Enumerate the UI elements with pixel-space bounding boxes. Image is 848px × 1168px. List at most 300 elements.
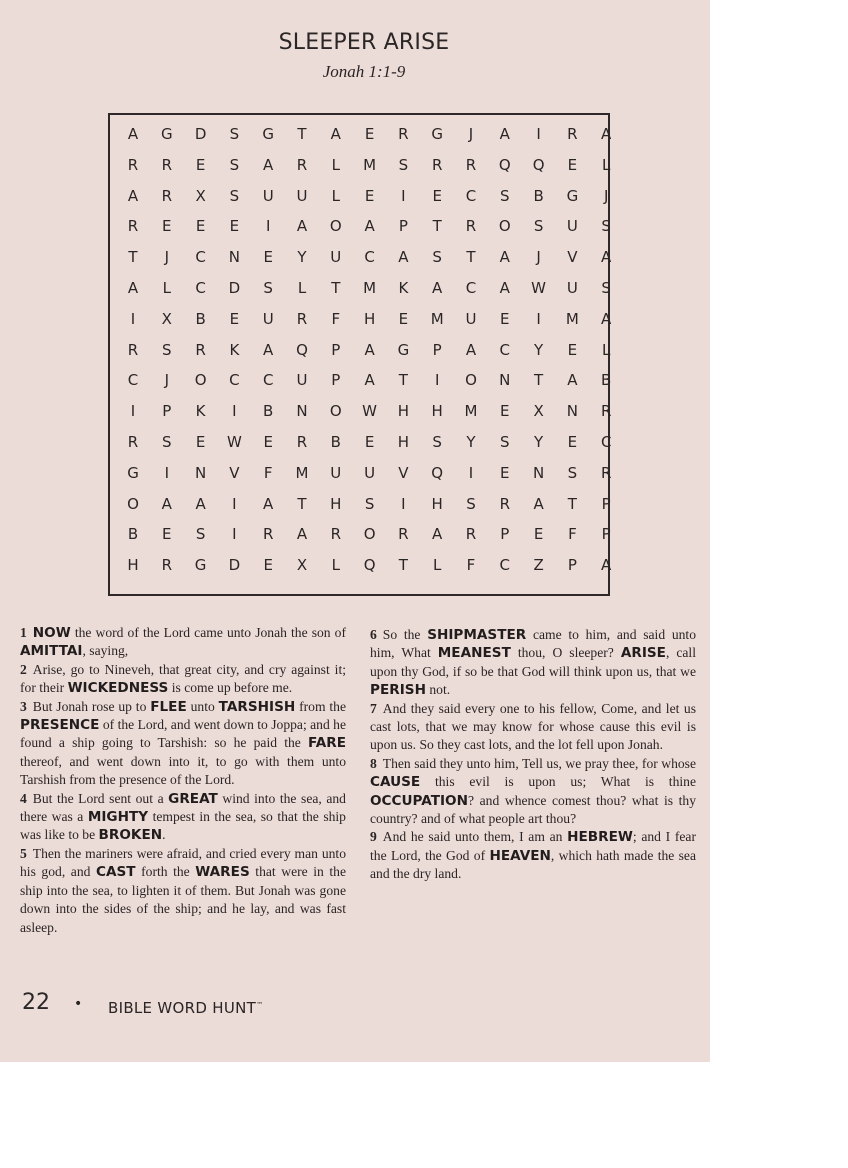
grid-letter[interactable]: C [262, 371, 274, 390]
grid-letter[interactable]: S [500, 433, 510, 451]
grid-letter[interactable]: R [296, 433, 308, 451]
grid-letter[interactable]: L [331, 186, 340, 205]
grid-letter[interactable]: I [536, 309, 541, 328]
grid-letter[interactable]: D [228, 556, 241, 575]
grid-letter[interactable]: A [601, 248, 612, 267]
grid-letter[interactable]: G [262, 125, 274, 143]
grid-letter[interactable]: N [296, 402, 308, 421]
grid-letter[interactable]: I [434, 371, 440, 390]
grid-letter[interactable]: O [329, 217, 342, 236]
grid-letter[interactable]: Q [498, 155, 511, 174]
grid-letter[interactable]: R [567, 125, 578, 143]
grid-letter[interactable]: X [296, 556, 308, 575]
grid-letter[interactable]: E [263, 433, 273, 451]
verse-number: 4 [20, 790, 27, 806]
grid-letter[interactable]: A [364, 340, 375, 359]
grid-letter[interactable]: M [464, 402, 478, 421]
grid-letter[interactable]: A [364, 217, 375, 236]
keyword: MIGHTY [87, 809, 149, 826]
grid-letter[interactable]: R [465, 217, 477, 236]
grid-letter[interactable]: A [398, 248, 409, 267]
grid-letter[interactable]: N [566, 402, 578, 421]
grid-letter[interactable]: P [567, 556, 577, 575]
keyword: BROKEN [98, 827, 163, 844]
grid-letter[interactable]: P [601, 525, 611, 544]
grid-letter[interactable]: Q [296, 340, 308, 359]
grid-letter[interactable]: U [566, 217, 578, 236]
grid-letter[interactable]: E [162, 525, 172, 544]
grid-letter[interactable]: C [229, 371, 240, 390]
grid-letter[interactable]: P [398, 217, 408, 236]
grid-letter[interactable]: L [602, 340, 611, 359]
grid-letter[interactable]: R [127, 155, 139, 174]
verse-text: that were in the ship into the sea, to lighten it of them. But Jonah was gone down into the sides of the ship; and he lay, and was fast asleep. [20, 864, 346, 935]
grid-letter[interactable]: H [363, 309, 376, 328]
grid-letter[interactable]: F [263, 463, 273, 482]
grid-letter[interactable]: E [432, 186, 442, 205]
grid-letter[interactable]: I [130, 309, 136, 328]
verse-text: So the [382, 627, 428, 642]
grid-letter[interactable]: Y [466, 433, 476, 451]
grid-letter[interactable]: E [364, 433, 375, 451]
verse-text: , saying, [82, 643, 129, 659]
grid-letter[interactable]: F [568, 525, 577, 544]
keyword: CAUSE [370, 774, 421, 791]
book-title [108, 999, 263, 1017]
keyword: WARES [195, 864, 250, 881]
grid-letter[interactable]: M [363, 155, 377, 174]
grid-letter[interactable]: H [397, 433, 410, 451]
grid-letter[interactable]: A [499, 125, 510, 143]
grid-letter[interactable]: O [465, 371, 477, 390]
grid-letter[interactable]: S [162, 433, 172, 451]
grid-letter[interactable]: Q [363, 556, 376, 575]
keyword: PRESENCE [20, 717, 100, 734]
page-title: SLEEPER ARISE [278, 30, 450, 55]
grid-letter[interactable]: I [401, 494, 406, 513]
verse-text: this evil is upon us; What is thine [420, 774, 696, 790]
grid-letter[interactable]: M [363, 279, 377, 297]
grid-letter[interactable]: I [232, 402, 237, 421]
grid-letter[interactable]: R [431, 155, 443, 174]
grid-letter[interactable]: R [465, 155, 477, 174]
grid-letter[interactable]: G [127, 463, 139, 482]
grid-letter[interactable]: C [499, 556, 511, 575]
grid-letter[interactable]: K [398, 279, 409, 297]
grid-letter[interactable]: A [263, 494, 274, 513]
keyword: MEANEST [437, 645, 511, 662]
grid-letter[interactable]: P [162, 402, 172, 421]
grid-letter[interactable]: Y [297, 248, 307, 267]
grid-letter[interactable]: S [432, 248, 442, 267]
grid-letter[interactable]: R [161, 186, 173, 205]
grid-letter[interactable]: E [364, 125, 375, 143]
grid-letter[interactable]: R [161, 155, 173, 174]
grid-letter[interactable]: I [130, 402, 136, 421]
grid-letter[interactable]: J [603, 186, 609, 205]
grid-letter[interactable]: S [567, 463, 578, 482]
grid-letter[interactable]: H [431, 402, 443, 421]
verse-number: 7 [370, 700, 377, 716]
verse-text: from the [295, 698, 346, 714]
grid-letter[interactable]: E [263, 556, 273, 575]
keyword: CAST [95, 864, 136, 881]
grid-letter[interactable]: N [194, 463, 207, 482]
grid-letter[interactable]: L [602, 155, 611, 174]
grid-letter[interactable]: A [263, 155, 274, 174]
grid-letter[interactable]: X [533, 402, 544, 421]
verse-text: Then the mariners were afraid, and cried every man unto his god, and [20, 845, 346, 880]
keyword: AMITTAI [20, 643, 83, 660]
grid-letter[interactable]: I [232, 525, 237, 544]
grid-letter[interactable]: U [296, 186, 308, 205]
grid-letter[interactable]: P [500, 525, 510, 544]
grid-letter[interactable]: E [398, 309, 409, 328]
grid-letter[interactable]: A [601, 125, 612, 143]
grid-letter[interactable]: Q [532, 155, 545, 174]
grid-letter[interactable]: I [232, 494, 237, 513]
grid-letter[interactable]: I [265, 217, 271, 236]
grid-letter[interactable]: W [531, 279, 547, 297]
grid-letter[interactable]: B [330, 433, 341, 451]
verse-number: 9 [370, 829, 377, 845]
grid-letter[interactable]: S [195, 525, 206, 544]
grid-letter[interactable]: E [195, 155, 206, 174]
grid-letter[interactable]: E [500, 402, 510, 421]
grid-letter[interactable]: H [127, 556, 139, 575]
verse-number: 3 [20, 698, 27, 714]
grid-letter[interactable]: R [330, 525, 342, 544]
grid-letter[interactable]: R [499, 494, 511, 513]
book-title-text: BIBLE WORD HUNT [108, 999, 257, 1017]
grid-letter[interactable]: S [500, 186, 510, 205]
grid-letter[interactable]: Z [533, 556, 544, 575]
verse-text: ; and I fear the Lord, the God of [370, 829, 696, 863]
grid-letter[interactable]: C [465, 279, 477, 297]
grid-letter[interactable]: A [296, 217, 308, 236]
grid-letter[interactable]: U [262, 309, 274, 328]
grid-letter[interactable]: E [567, 155, 578, 174]
grid-letter[interactable]: U [364, 463, 376, 482]
grid-letter[interactable]: G [431, 125, 443, 143]
grid-letter[interactable]: R [161, 556, 173, 575]
keyword: FLEE [150, 698, 187, 715]
grid-letter[interactable]: E [195, 217, 206, 236]
grid-letter[interactable]: X [195, 186, 206, 205]
verses-right-column [370, 626, 696, 884]
verse-text: Arise, go to Nineveh, that great city, and cry against it; for their [20, 661, 346, 696]
verse-text: thereof, and went down into it, to go with them unto Tarshish from the presence of the Lord. [20, 753, 346, 788]
keyword: ARISE [620, 645, 666, 662]
grid-letter[interactable]: C [127, 371, 139, 390]
grid-letter[interactable]: R [600, 463, 612, 482]
grid-letter[interactable]: B [195, 309, 206, 328]
grid-letter[interactable]: Y [534, 433, 544, 451]
verse-number: 5 [20, 845, 27, 861]
verse-text: And he said unto them, I am an [382, 829, 568, 845]
grid-letter[interactable]: V [229, 463, 240, 482]
keyword: TARSHISH [218, 698, 296, 715]
grid-letter[interactable]: A [499, 248, 510, 267]
grid-letter[interactable]: X [161, 309, 172, 328]
verse-number: 1 [20, 625, 27, 640]
grid-letter[interactable]: A [161, 494, 172, 513]
grid-letter[interactable]: H [330, 494, 342, 513]
grid-letter[interactable]: E [162, 217, 172, 236]
grid-letter[interactable]: T [297, 494, 307, 513]
grid-letter[interactable]: N [499, 371, 511, 390]
grid-letter[interactable]: R [195, 340, 206, 359]
grid-letter[interactable]: P [601, 494, 611, 513]
grid-letter[interactable]: C [195, 279, 206, 297]
keyword: NOW [32, 625, 71, 641]
grid-letter[interactable]: Q [431, 463, 444, 482]
verse [20, 698, 346, 790]
grid-letter[interactable]: L [433, 556, 442, 575]
keyword: GREAT [168, 790, 218, 807]
word-search-grid [108, 113, 610, 596]
verse-text: , call upon thy God, if so be that God will think upon us, that we [370, 645, 696, 679]
grid-letter[interactable]: E [229, 217, 240, 236]
grid-letter[interactable]: A [127, 279, 139, 297]
grid-letter[interactable]: Y [534, 340, 544, 359]
grid-letter[interactable]: W [226, 433, 242, 451]
grid-letter[interactable]: U [330, 463, 342, 482]
footer-bullet: • [74, 996, 83, 1012]
grid-letter[interactable]: A [432, 279, 443, 297]
grid-letter[interactable]: A [465, 340, 477, 359]
grid-letter[interactable]: M [565, 309, 579, 328]
grid-letter[interactable]: M [430, 309, 444, 328]
verse-number: 8 [370, 755, 377, 771]
grid-letter[interactable]: T [128, 248, 138, 267]
grid-letter[interactable]: J [536, 248, 541, 267]
grid-letter[interactable]: L [162, 279, 171, 297]
grid-letter[interactable]: T [534, 371, 544, 390]
verse-number: 6 [370, 627, 377, 642]
grid-letter[interactable]: L [331, 155, 340, 174]
grid-letter[interactable]: E [195, 433, 206, 451]
grid-letter[interactable]: R [127, 340, 139, 359]
grid-letter[interactable]: U [330, 248, 342, 267]
grid-letter[interactable]: E [500, 463, 510, 482]
grid-letter[interactable]: S [432, 433, 442, 451]
grid-letter[interactable]: R [296, 309, 308, 328]
grid-letter[interactable]: R [465, 525, 477, 544]
grid-letter[interactable]: O [363, 525, 376, 544]
verse-text: wind into the sea, and there was a [20, 790, 346, 825]
grid-letter[interactable]: A [296, 525, 308, 544]
grid-letter[interactable]: S [601, 279, 611, 297]
grid-letter[interactable]: U [296, 371, 308, 390]
grid-letter[interactable]: S [229, 186, 240, 205]
grid-letter[interactable]: R [296, 155, 308, 174]
grid-letter[interactable]: U [465, 309, 477, 328]
page-number: 22 [22, 990, 50, 1015]
grid-letter[interactable]: T [567, 494, 577, 513]
grid-letter[interactable]: J [164, 371, 170, 390]
verse-text: came to him, and said unto him, What [370, 627, 696, 661]
grid-letter[interactable]: K [195, 402, 206, 421]
verse-text: But the Lord sent out a [32, 790, 169, 806]
grid-letter[interactable]: P [432, 340, 442, 359]
verse [20, 790, 346, 845]
grid-letter[interactable]: N [532, 463, 545, 482]
verse-text: But Jonah rose up to [32, 698, 151, 714]
verse-text: , which hath made the sea and the dry land. [370, 847, 697, 882]
grid-letter[interactable]: S [466, 494, 476, 513]
grid-letter[interactable]: E [500, 309, 510, 328]
grid-letter[interactable]: U [566, 279, 578, 297]
grid-letter[interactable]: G [160, 125, 173, 143]
grid-letter[interactable]: S [229, 155, 240, 174]
grid-letter[interactable]: I [164, 463, 170, 482]
grid-letter[interactable]: G [194, 556, 207, 575]
grid-letter[interactable]: D [194, 125, 207, 143]
verse-text: not. [425, 682, 451, 698]
grid-letter[interactable]: E [567, 433, 578, 451]
grid-letter[interactable]: E [229, 309, 240, 328]
grid-letter[interactable]: E [364, 186, 375, 205]
grid-letter[interactable]: H [397, 402, 410, 421]
trademark-symbol: ™ [256, 1001, 264, 1009]
grid-letter[interactable]: U [262, 186, 274, 205]
verse [20, 661, 346, 698]
grid-letter[interactable]: I [401, 186, 406, 205]
grid-letter[interactable]: P [331, 340, 341, 359]
keyword: FARE [308, 735, 346, 752]
grid-letter[interactable]: T [466, 248, 476, 267]
grid-letter[interactable]: C [499, 340, 511, 359]
grid-letter[interactable]: L [297, 279, 307, 297]
verse-text: tempest in the sea, so that the ship was like to be [20, 809, 346, 843]
verse [370, 828, 696, 883]
grid-letter[interactable]: C [465, 186, 477, 205]
verse-text: the word of the Lord came unto Jonah the son of [70, 625, 346, 640]
grid-letter[interactable]: A [195, 494, 206, 513]
keyword: HEBREW [567, 829, 633, 846]
grid-letter[interactable]: M [295, 463, 309, 482]
grid-letter[interactable]: A [330, 125, 341, 143]
grid-letter[interactable]: E [533, 525, 544, 544]
grid-letter[interactable]: S [162, 340, 172, 359]
grid-letter[interactable]: A [533, 494, 544, 513]
verse [20, 845, 346, 937]
grid-letter[interactable]: S [263, 279, 273, 297]
grid-letter[interactable]: F [331, 309, 341, 328]
grid-letter[interactable]: T [398, 371, 408, 390]
verse-text: Then said they unto him, Tell us, we pray thee, for whose [382, 755, 696, 771]
grid-letter[interactable]: E [567, 340, 578, 359]
grid-letter[interactable]: K [229, 340, 240, 359]
grid-letter[interactable]: O [127, 494, 139, 513]
grid-letter[interactable]: N [228, 248, 240, 267]
grid-letter[interactable]: A [499, 279, 510, 297]
grid-letter[interactable]: V [398, 463, 409, 482]
grid-letter[interactable]: C [364, 248, 375, 267]
grid-letter[interactable]: G [566, 186, 579, 205]
grid-letter[interactable]: C [600, 433, 612, 451]
verse [370, 700, 696, 755]
verse-text: of the Lord, and went down to Joppa; and he found a ship going to Tarshish: so he paid the [20, 717, 346, 751]
grid-letter[interactable]: R [127, 217, 139, 236]
grid-letter[interactable]: A [567, 371, 578, 390]
grid-letter[interactable]: W [362, 402, 378, 421]
grid-letter[interactable]: O [329, 402, 342, 421]
grid-letter[interactable]: R [127, 433, 139, 451]
grid-letter[interactable]: C [195, 248, 206, 267]
grid-letter[interactable]: R [398, 125, 409, 143]
grid-letter[interactable]: A [432, 525, 443, 544]
grid-letter[interactable]: V [567, 248, 578, 267]
grid-letter[interactable]: R [398, 525, 409, 544]
grid-letter[interactable]: A [364, 371, 375, 390]
grid-letter[interactable]: O [194, 371, 207, 390]
grid-letter[interactable]: R [262, 525, 274, 544]
grid-letter[interactable]: O [498, 217, 511, 236]
verse-text: thou, O sleeper? [510, 645, 621, 661]
grid-letter[interactable]: D [228, 279, 241, 297]
verse-number: 2 [20, 661, 27, 677]
verse-text: . [162, 827, 166, 843]
verse-text: ? and whence comest thou? what is thy country? and of what people art thou? [370, 792, 696, 827]
verse [370, 755, 696, 829]
verse [20, 624, 346, 661]
grid-letter[interactable]: B [127, 525, 139, 544]
grid-letter[interactable]: H [431, 494, 443, 513]
grid-letter[interactable]: S [229, 125, 240, 143]
verse-text: And they said every one to his fellow, Come, and let us cast lots, that we may know for whose cause this evil is upon us. So they cast lots, and the lot fell upon Jonah. [370, 700, 696, 753]
grid-letter[interactable]: A [127, 186, 139, 205]
grid-letter[interactable]: S [398, 155, 409, 174]
keyword: OCCUPATION [370, 792, 468, 809]
grid-letter[interactable]: T [331, 279, 341, 297]
verses-left-column [20, 624, 346, 937]
grid-letter[interactable]: E [263, 248, 273, 267]
grid-letter[interactable]: I [536, 125, 541, 143]
grid-letter[interactable]: B [601, 371, 612, 390]
grid-letter[interactable]: T [432, 217, 442, 236]
grid-letter[interactable]: S [601, 217, 611, 236]
grid-letter[interactable]: T [398, 556, 408, 575]
grid-letter[interactable]: G [397, 340, 410, 359]
verse [370, 626, 696, 700]
grid-letter[interactable]: A [601, 309, 612, 328]
keyword: WICKEDNESS [67, 680, 169, 697]
keyword: SHIPMASTER [427, 627, 527, 643]
grid-letter[interactable]: R [600, 402, 612, 421]
grid-letter[interactable]: T [297, 125, 307, 143]
grid-letter[interactable]: J [468, 125, 474, 143]
grid-letter[interactable]: S [364, 494, 375, 513]
grid-letter[interactable]: L [331, 556, 340, 575]
grid-letter[interactable]: S [533, 217, 544, 236]
grid-letter[interactable]: F [466, 556, 476, 575]
verse-text: forth the [135, 864, 196, 880]
verse-text: unto [186, 698, 219, 714]
grid-letter[interactable]: A [263, 340, 274, 359]
grid-letter[interactable]: J [164, 248, 170, 267]
grid-letter[interactable]: A [601, 556, 612, 575]
grid-letter[interactable]: A [127, 125, 139, 143]
letter-grid [110, 115, 612, 594]
scripture-reference: Jonah 1:1-9 [322, 62, 406, 81]
grid-letter[interactable]: I [468, 463, 474, 482]
keyword: PERISH [370, 682, 426, 699]
grid-letter[interactable]: B [533, 186, 544, 205]
grid-letter[interactable]: B [263, 402, 274, 421]
grid-letter[interactable]: P [331, 371, 341, 390]
